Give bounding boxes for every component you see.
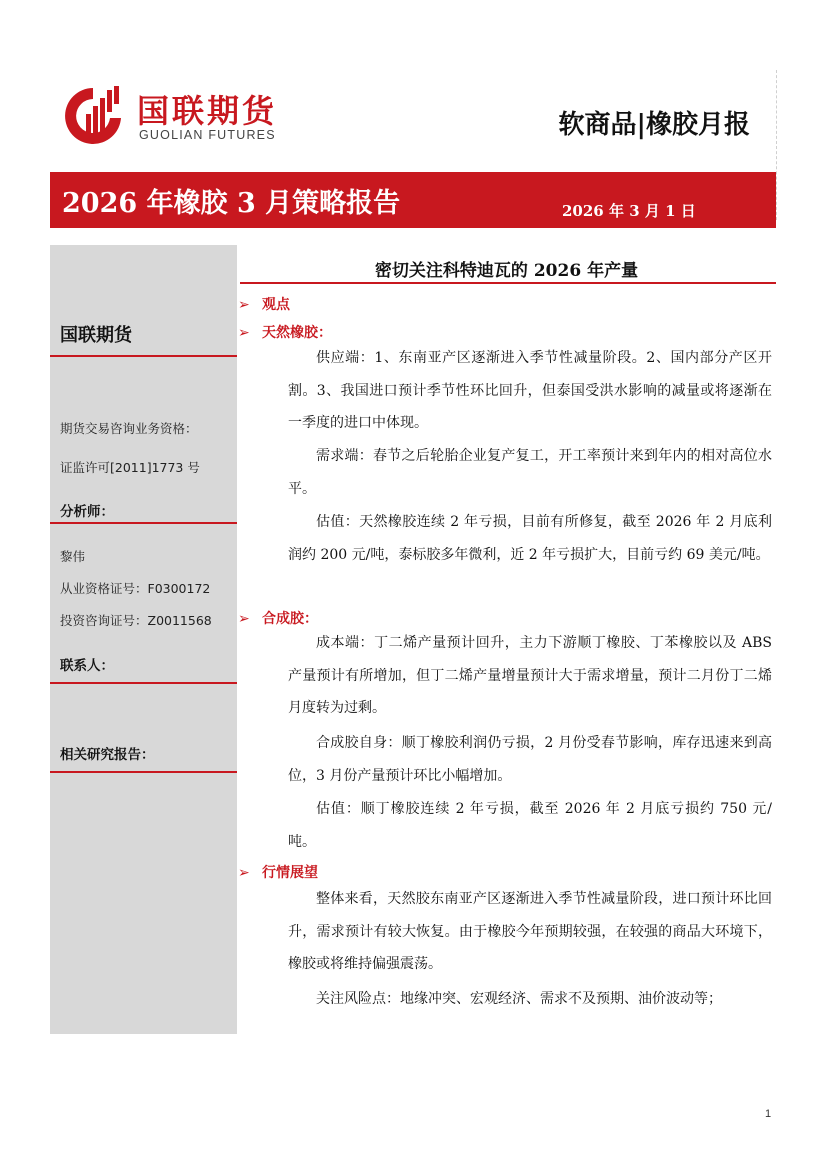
margin-divider [776, 70, 777, 220]
related-reports-heading: 相关研究报告： [60, 747, 155, 763]
paragraph: 估值：天然橡胶连续 2 年亏损，目前有所修复，截至 2026 年 2 月底利润约 200 元/吨，泰标胶多年微利，近 2 年亏损扩大，目前亏约 69 美元/吨。 [288, 514, 772, 563]
paragraph: 成本端：丁二烯产量预计回升，主力下游顺丁橡胶、丁苯橡胶以及 ABS 产量预计有所增加，但丁二烯产量增量预计大于需求增量，预计二月份丁二烯月度转为过剩。 [288, 635, 772, 716]
practice-cert: 从业资格证号：F0300172 [60, 581, 211, 596]
logo-text-cn: 国联期货 [137, 92, 278, 130]
consult-cert: 投资咨询证号：Z0011568 [60, 613, 212, 628]
paragraph: 供应端：1、东南亚产区逐渐进入季节性减量阶段。2、国内部分产区开割。3、我国进口预计季节性环比回升，但泰国受洪水影响的减量或将逐渐在一季度的进口中体现。 [288, 350, 772, 431]
paragraph: 合成胶自身：顺丁橡胶利润仍亏损，2 月份受春节影响，库存迅速来到高位，3 月份产量预计环比小幅增加。 [288, 735, 772, 784]
sidebar-divider [50, 522, 237, 524]
analyst-heading: 分析师： [60, 504, 114, 520]
main-title: 密切关注科特迪瓦的 2026 年产量 [374, 261, 639, 281]
sidebar-divider [50, 682, 237, 684]
section-heading-natural-rubber: ➢ 天然橡胶： [238, 325, 332, 341]
arrow-icon: ➢ [238, 611, 250, 627]
license-number: 证监许可[2011]1773 号 [60, 460, 200, 475]
report-category: 软商品|橡胶月报 [558, 110, 750, 140]
logo-mark [62, 84, 124, 148]
contact-heading: 联系人： [60, 658, 114, 674]
section-heading-viewpoint: ➢ 观点 [238, 297, 290, 313]
arrow-icon: ➢ [238, 325, 250, 341]
section-heading-outlook: ➢ 行情展望 [238, 865, 318, 881]
report-date: 2026 年 3 月 1 日 [562, 202, 696, 220]
arrow-icon: ➢ [238, 297, 250, 313]
paragraph: 关注风险点：地缘冲突、宏观经济、需求不及预期、油价波动等； [316, 991, 722, 1007]
page-number: 1 [765, 1108, 772, 1120]
sidebar-panel [50, 245, 237, 1034]
report-title: 2026 年橡胶 3 月策略报告 [62, 188, 401, 219]
paragraph: 需求端：春节之后轮胎企业复产复工，开工率预计来到年内的相对高位水平。 [288, 448, 772, 497]
sidebar-divider [50, 355, 237, 357]
section-heading-synthetic-rubber: ➢ 合成胶： [238, 611, 318, 627]
title-underline [240, 282, 776, 284]
sidebar-divider [50, 771, 237, 773]
arrow-icon: ➢ [238, 865, 250, 881]
paragraph: 整体来看，天然胶东南亚产区逐渐进入季节性减量阶段，进口预计环比回升，需求预计有较大恢复。由于橡胶今年预期较强，在较强的商品大环境下，橡胶或将维持偏强震荡。 [288, 891, 772, 972]
qualification-label: 期货交易咨询业务资格： [60, 421, 198, 436]
sidebar-company: 国联期货 [60, 325, 132, 346]
analyst-name: 黎伟 [60, 549, 86, 564]
logo-text-en: GUOLIAN FUTURES [139, 128, 276, 142]
paragraph: 估值：顺丁橡胶连续 2 年亏损，截至 2026 年 2 月底亏损约 750 元/吨。 [288, 801, 772, 850]
